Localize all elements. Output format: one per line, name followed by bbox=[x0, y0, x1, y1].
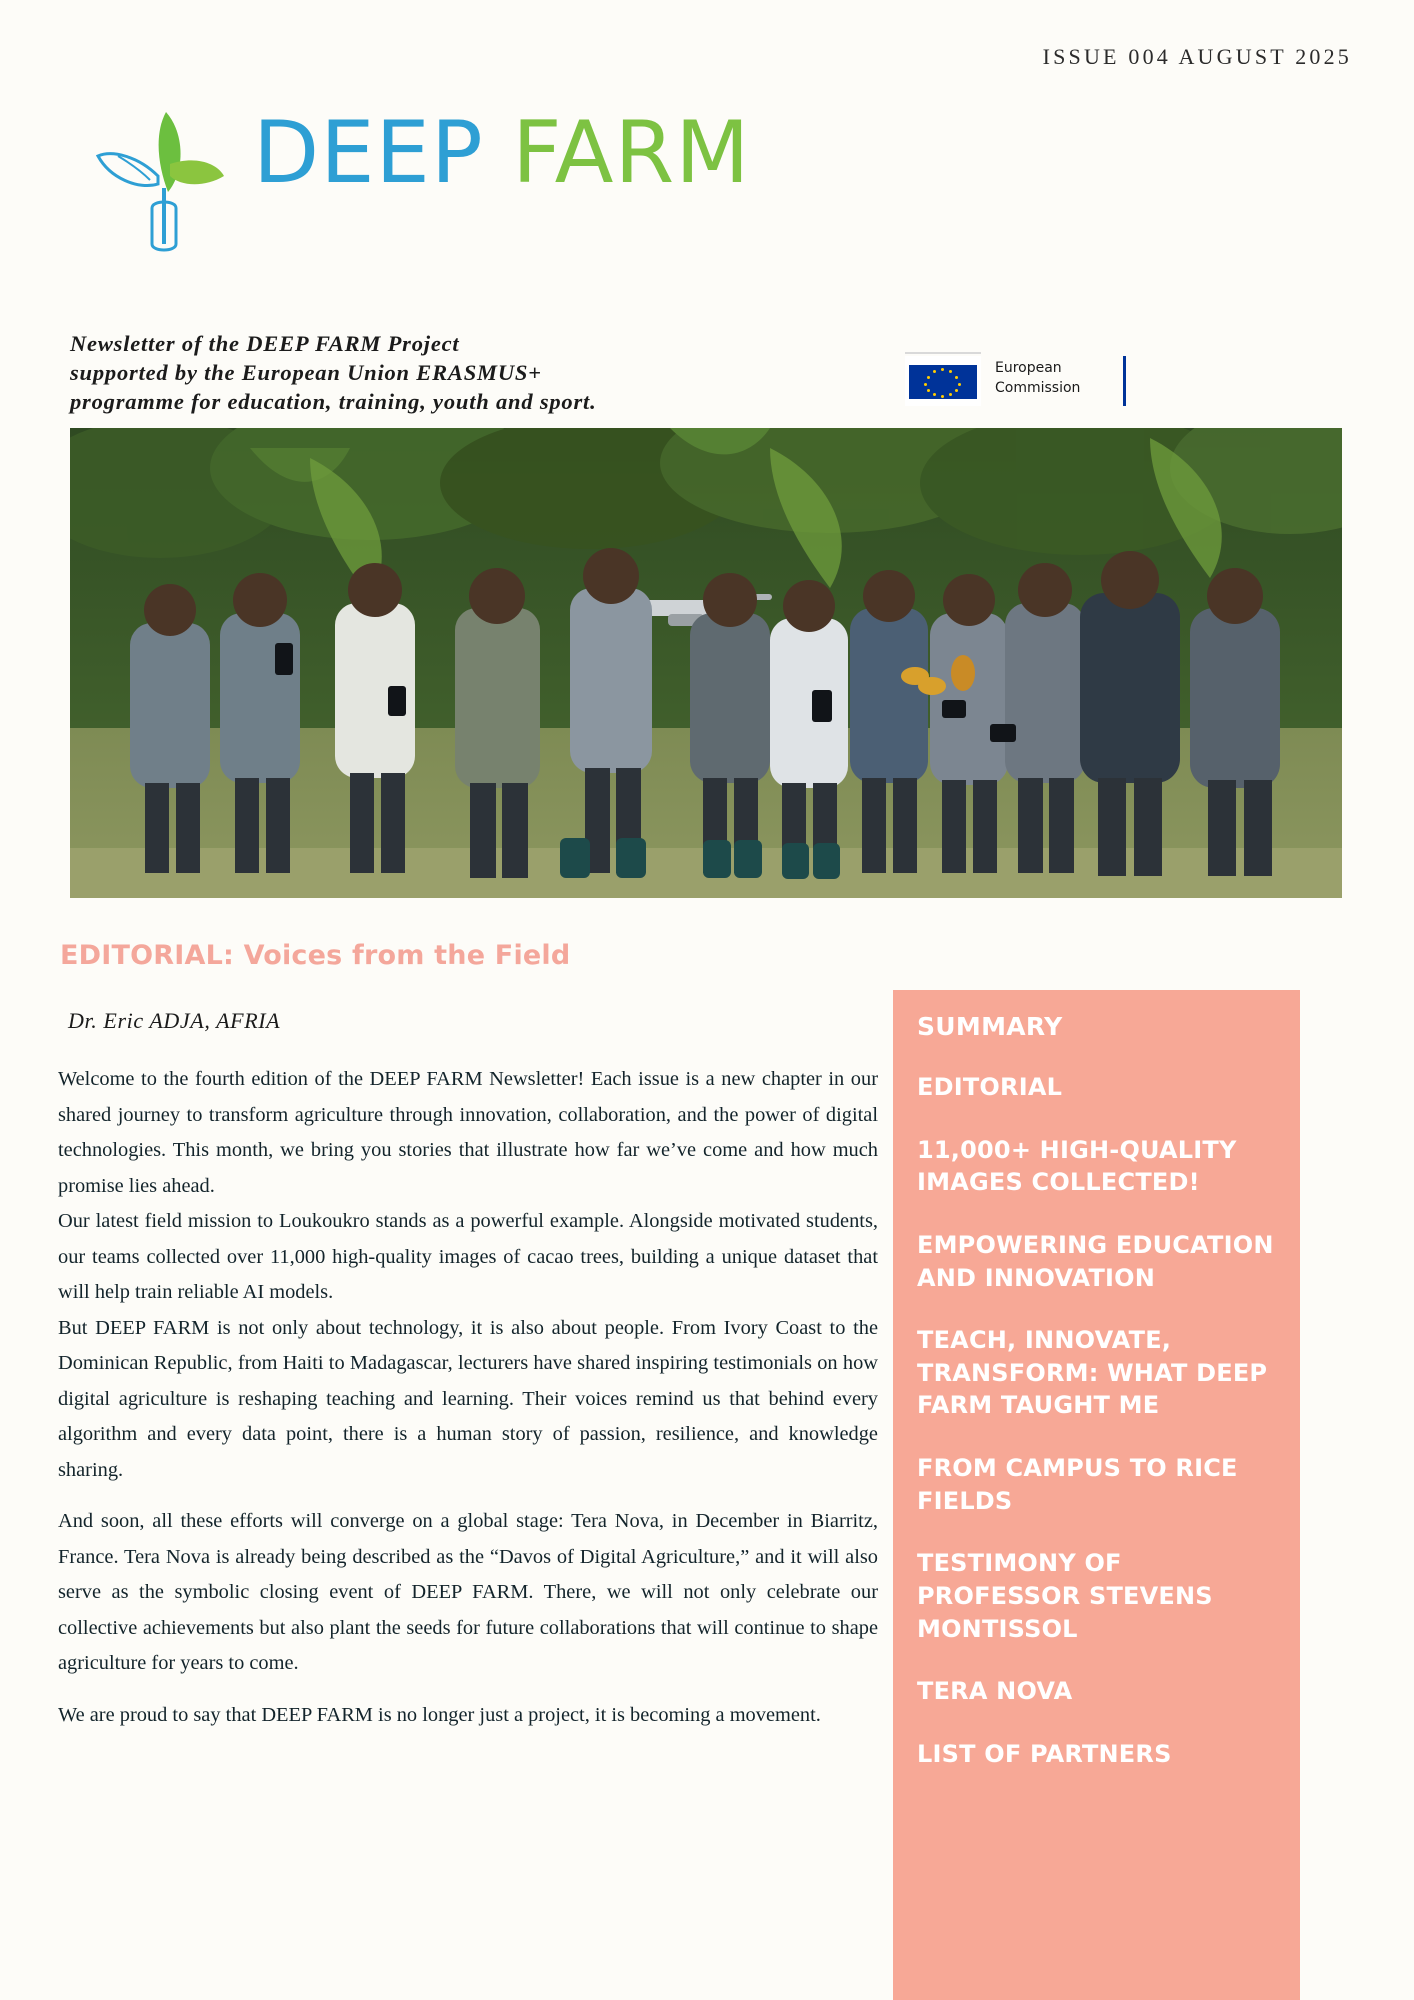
logo-wordmark bbox=[253, 103, 751, 203]
summary-title: SUMMARY bbox=[917, 1012, 1063, 1041]
tagline-line-2: supported by the European Union ERASMUS+ bbox=[70, 359, 542, 385]
editorial-paragraph-1: Welcome to the fourth edition of the DEEP FARM Newsletter! Each issue is a new chapter in our shared journey to transform agriculture through innovation, collaboration, and the power of digital technologies. This month, we bring you stories that illustrate how far we’ve come and how much promise lies ahead. bbox=[58, 1068, 878, 1197]
eu-logo-line-2: Commission bbox=[995, 380, 1081, 397]
summary-item-images-collected[interactable]: 11,000+ HIGH-QUALITY IMAGES COLLECTED! bbox=[917, 1135, 1237, 1197]
tagline bbox=[70, 330, 900, 416]
leaf-sprout-icon bbox=[88, 104, 248, 254]
editorial-paragraph-3: But DEEP FARM is not only about technology, it is also about people. From Ivory Coast to the Dominican Republic, from Haiti to Madagascar, lecturers have shared inspiring testimonials on how digital agriculture is reshaping teaching and learning. Their voices remind us that behind every algorithm and every data point, there is a human story of passion, resilience, and knowledge sharing. bbox=[58, 1316, 878, 1481]
editorial-paragraph-4: And soon, all these efforts will converge on a global stage: Tera Nova, in December in Biarritz, France. Tera Nova is already being described as the “Davos of Digital Agriculture,” and it will also serve as the symbolic closing event of DEEP FARM. There, we will not only celebrate our collective achievements but also plant the seeds for future collaborations that will continue to shape agriculture for years to come. bbox=[58, 1510, 878, 1674]
editorial-paragraph-5: We are proud to say that DEEP FARM is no longer just a project, it is becoming a movement. bbox=[58, 1703, 821, 1726]
summary-item-tera-nova[interactable]: TERA NOVA bbox=[917, 1677, 1073, 1706]
summary-item-teach-innovate-transform[interactable]: TEACH, INNOVATE, TRANSFORM: WHAT DEEP FARM TAUGHT ME bbox=[917, 1326, 1268, 1420]
brand-logo bbox=[88, 104, 988, 254]
european-commission-logo bbox=[905, 352, 1133, 408]
eu-flag-icon bbox=[905, 356, 981, 406]
summary-item-empowering-education[interactable]: EMPOWERING EDUCATION AND INNOVATION bbox=[917, 1230, 1274, 1292]
editorial-heading: EDITORIAL: Voices from the Field bbox=[60, 940, 571, 971]
hero-photo bbox=[70, 428, 1342, 898]
editorial-paragraph-2: Our latest field mission to Loukoukro stands as a powerful example. Alongside motivated students, our teams collected over 11,000 high-quality images of cacao trees, building a unique dataset that will help train reliable AI models. bbox=[58, 1210, 878, 1303]
summary-panel bbox=[893, 990, 1300, 2000]
eu-logo-line-1: European bbox=[995, 360, 1062, 376]
eu-logo-rule bbox=[905, 352, 981, 354]
tagline-line-1: Newsletter of the DEEP FARM Project bbox=[70, 331, 460, 356]
summary-item-testimony-professor[interactable]: TESTIMONY OF PROFESSOR STEVENS MONTISSOL bbox=[917, 1549, 1213, 1643]
editorial-body bbox=[58, 1062, 878, 1749]
issue-line: ISSUE 004 AUGUST 2025 bbox=[1042, 44, 1352, 69]
logo-word-deep: DEEP bbox=[253, 103, 484, 203]
summary-item-editorial[interactable]: EDITORIAL bbox=[917, 1073, 1063, 1101]
summary-item-campus-to-rice-fields[interactable]: FROM CAMPUS TO RICE FIELDS bbox=[917, 1454, 1238, 1515]
editorial-author: Dr. Eric ADJA, AFRIA bbox=[68, 1008, 281, 1033]
tagline-line-3: programme for education, training, youth and sport. bbox=[70, 388, 597, 414]
logo-word-farm: FARM bbox=[512, 103, 751, 203]
eu-logo-bar bbox=[1123, 356, 1126, 406]
eu-logo-text bbox=[995, 358, 1080, 399]
summary-item-list-of-partners[interactable]: LIST OF PARTNERS bbox=[917, 1739, 1172, 1768]
